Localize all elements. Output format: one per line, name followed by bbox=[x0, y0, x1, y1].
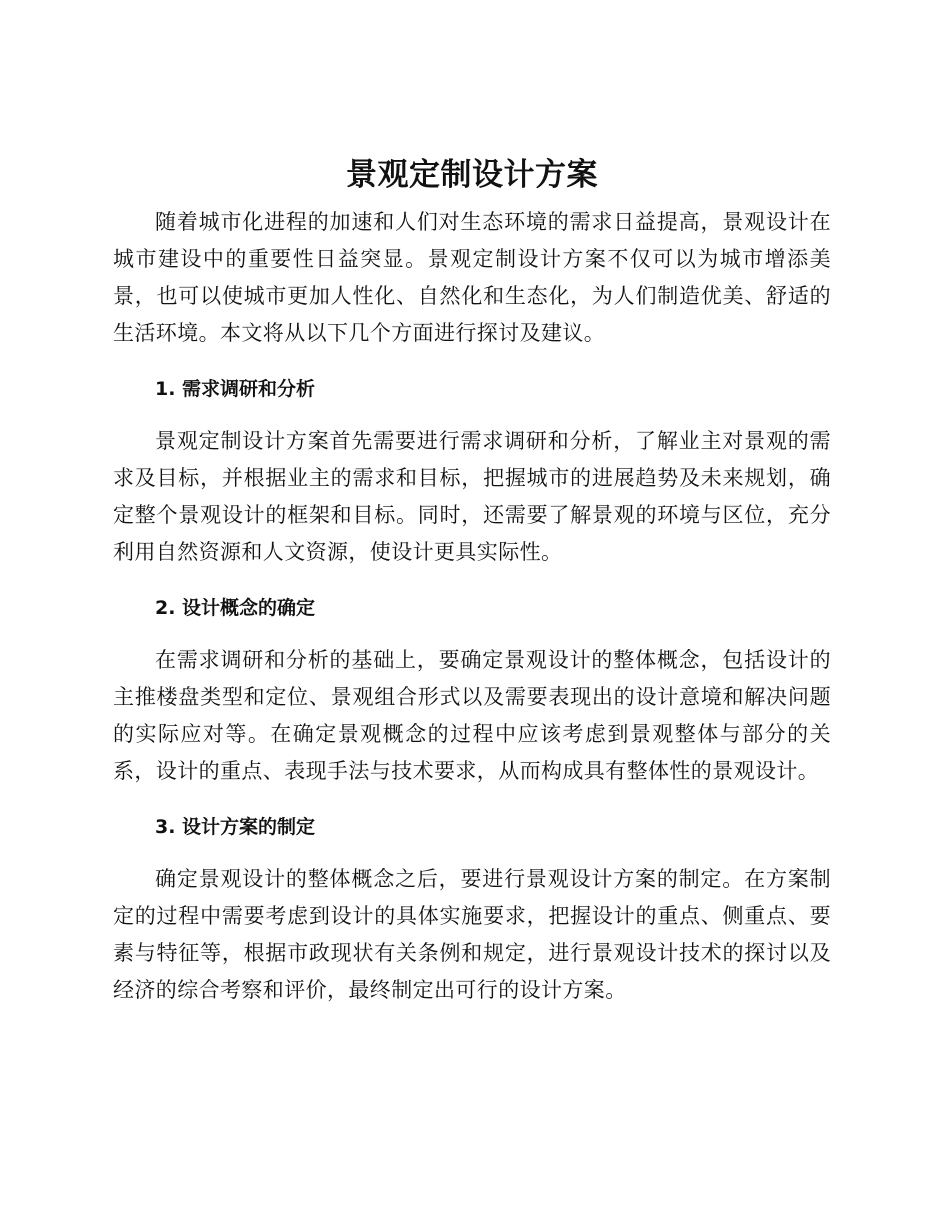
document-body bbox=[113, 148, 831, 1009]
section-heading-needs-analysis: 1. 需求调研和分析 bbox=[155, 378, 316, 400]
document-title: 景观定制设计方案 bbox=[346, 157, 598, 193]
intro-paragraph: 随着城市化进程的加速和人们对生态环境的需求日益提高，景观设计在城市建设中的重要性日益突显。景观定制设计方案不仅可以为城市增添美景，也可以使城市更加人性化、自然化和生态化，为人们制造优美、舒适的生活环境。本文将从以下几个方面进行探讨及建议。 bbox=[113, 210, 831, 345]
section-heading-design-concept: 2. 设计概念的确定 bbox=[155, 597, 316, 619]
section-heading-design-plan: 3. 设计方案的制定 bbox=[155, 816, 316, 838]
section-body-design-concept: 在需求调研和分析的基础上，要确定景观设计的整体概念，包括设计的主推楼盘类型和定位、景观组合形式以及需要表现出的设计意境和解决问题的实际应对等。在确定景观概念的过程中应该考虑到景观整体与部分的关系，设计的重点、表现手法与技术要求，从而构成具有整体性的景观设计。 bbox=[113, 648, 831, 783]
section-body-needs-analysis: 景观定制设计方案首先需要进行需求调研和分析，了解业主对景观的需求及目标，并根据业主的需求和目标，把握城市的进展趋势及未来规划，确定整个景观设计的框架和目标。同时，还需要了解景观的环境与区位，充分利用自然资源和人文资源，使设计更具实际性。 bbox=[113, 429, 831, 564]
section-body-design-plan: 确定景观设计的整体概念之后，要进行景观设计方案的制定。在方案制定的过程中需要考虑到设计的具体实施要求，把握设计的重点、侧重点、要素与特征等，根据市政现状有关条例和规定，进行景观设计技术的探讨以及经济的综合考察和评价，最终制定出可行的设计方案。 bbox=[113, 867, 831, 1002]
